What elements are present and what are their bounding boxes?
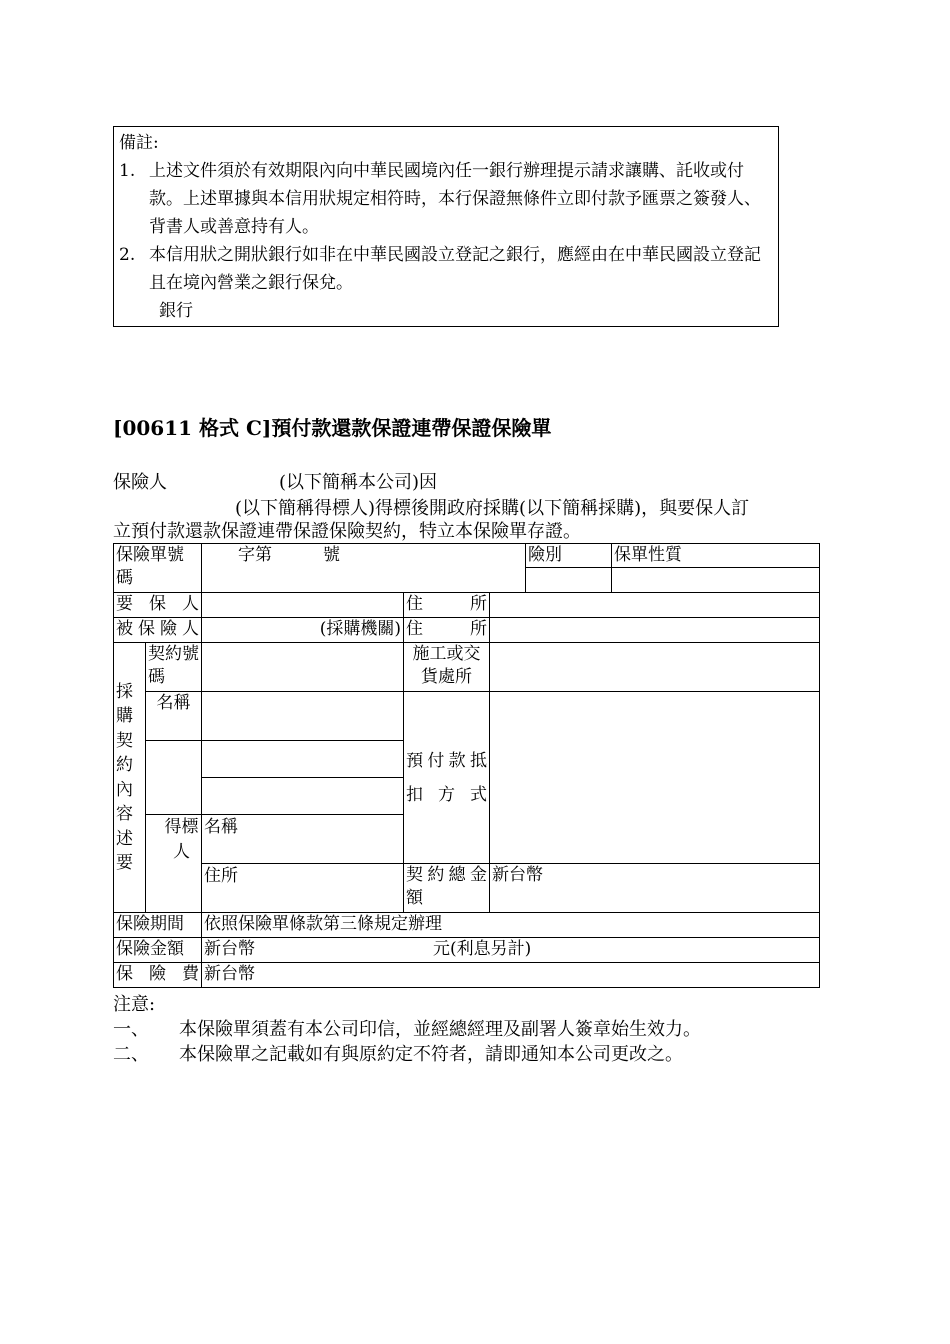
remarks-bank: 銀行 — [159, 301, 193, 321]
amount-suffix: 元(利息另計) — [433, 939, 532, 959]
notice-number: 二、 — [113, 1044, 149, 1065]
insurance-type-value — [526, 568, 612, 593]
remarks-box — [113, 126, 779, 327]
insured-amount-label: 保險金額 — [114, 938, 202, 963]
winner-address-label: 住所 — [202, 864, 404, 913]
remark-text: 上述文件須於有效期限內向中華民國境內任一銀行辦理提示請求讓購、託收或付款。上述單據與本信用狀規定相符時，本行保證無條件立即付款予匯票之簽發人、背書人或善意持有人。 — [149, 161, 761, 237]
insurance-type-label: 險別 — [526, 544, 612, 568]
remark-number: 2. — [119, 245, 136, 265]
contract-amount-value: 新台幣 — [490, 864, 820, 913]
notice-item — [113, 1015, 701, 1041]
intro-line-1 — [113, 468, 437, 494]
amount-currency: 新台幣 — [204, 939, 255, 959]
notice-number: 一、 — [113, 1019, 149, 1040]
remark-item — [119, 157, 773, 241]
policy-number-label: 保險單號碼 — [114, 544, 202, 593]
procurement-name-value — [202, 692, 404, 741]
intro-line-3: 立預付款還款保證連帶保證保險契約，特立本保險單存證。 — [113, 521, 581, 542]
remark-number: 1. — [119, 161, 136, 181]
premium-value: 新台幣 — [202, 963, 820, 988]
prepayment-method-label: 預付款抵扣方式 — [404, 692, 490, 864]
procuring-entity: (採購機關) — [202, 618, 404, 643]
contract-number-value — [202, 643, 404, 692]
policy-form-table — [113, 543, 820, 988]
applicant-value — [202, 593, 404, 618]
remarks-heading: 備註: — [119, 133, 159, 153]
insurer-label: 保險人 — [113, 472, 167, 493]
procurement-line-1 — [202, 741, 404, 778]
prepayment-method-value — [490, 692, 820, 864]
applicant-label: 要保人 — [114, 593, 202, 618]
delivery-place-label: 施工或交貨處所 — [404, 643, 490, 692]
procurement-line-2 — [202, 778, 404, 815]
insured-address-label: 住所 — [404, 618, 490, 643]
contract-number-label: 契約號碼 — [146, 643, 202, 692]
applicant-address-label: 住所 — [404, 593, 490, 618]
contract-summary-label: 採購契約內容述要 — [114, 643, 146, 913]
contract-amount-label: 契約總金額 — [404, 864, 490, 913]
document-title: [00611 格式 C]預付款還款保證連帶保證保險單 — [113, 416, 552, 440]
notice-item — [113, 1040, 683, 1066]
insured-amount-value — [202, 938, 820, 963]
insurer-suffix: (以下簡稱本公司)因 — [279, 472, 438, 493]
insurance-period-value: 依照保險單條款第三條規定辦理 — [202, 913, 820, 938]
insured-label: 被保險人 — [114, 618, 202, 643]
procurement-name-label: 名稱 — [146, 692, 202, 741]
policy-nature-value — [612, 568, 820, 593]
winner-label: 得標人 — [146, 815, 202, 913]
remark-item — [119, 241, 773, 297]
applicant-address-value — [490, 593, 820, 618]
intro-line-2: (以下簡稱得標人)得標後開政府採購(以下簡稱採購)，與要保人訂 — [235, 498, 750, 519]
notice-text: 本保險單之記載如有與原約定不符者，請即通知本公司更改之。 — [179, 1044, 683, 1065]
policy-nature-label: 保單性質 — [612, 544, 820, 568]
remark-text: 本信用狀之開狀銀行如非在中華民國設立登記之銀行，應經由在中華民國設立登記且在境內營業之銀行保兌。 — [149, 245, 761, 293]
procurement-blank — [146, 741, 202, 815]
delivery-place-value — [490, 643, 820, 692]
policy-number-value: 字第 號 — [202, 544, 526, 593]
notice-text: 本保險單須蓋有本公司印信，並經總經理及副署人簽章始生效力。 — [179, 1019, 701, 1040]
insurance-period-label: 保險期間 — [114, 913, 202, 938]
premium-label: 保險費 — [114, 963, 202, 988]
insured-address-value — [490, 618, 820, 643]
notice-heading: 注意: — [113, 994, 156, 1015]
winner-name-label: 名稱 — [202, 815, 404, 864]
